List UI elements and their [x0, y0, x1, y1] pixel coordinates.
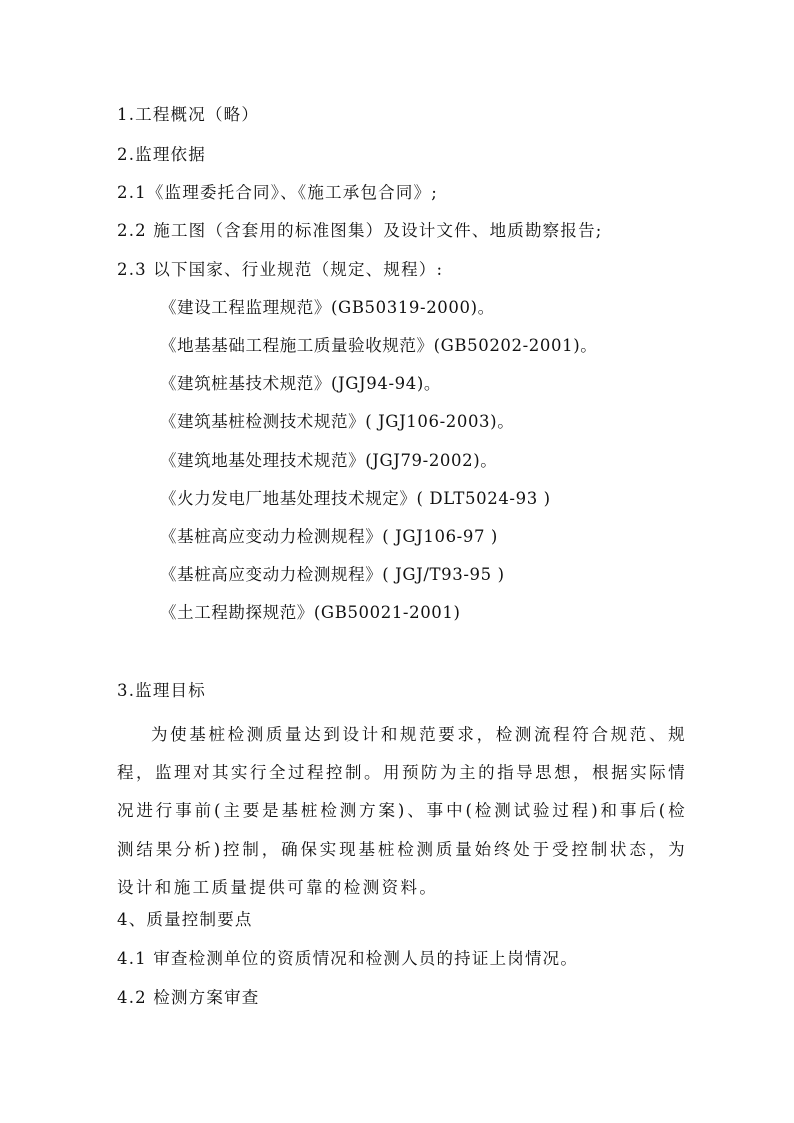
standard-item: 《土工程勘探规范》(GB50021-2001) [160, 603, 461, 622]
standard-item: 《建筑桩基技术规范》(JGJ94-94)。 [160, 374, 441, 393]
standard-item: 《地基基础工程施工质量验收规范》(GB50202-2001)。 [160, 336, 598, 355]
standard-item: 《建筑基桩检测技术规范》( JGJ106-2003)。 [160, 412, 515, 431]
section-1-title: 1.工程概况（略） [117, 105, 260, 124]
section-4-title: 4、质量控制要点 [117, 910, 253, 929]
section-2-2: 2.2 施工图（含套用的标准图集）及设计文件、地质勘察报告; [117, 221, 603, 240]
section-2-title: 2.监理依据 [117, 145, 206, 164]
standard-item: 《基桩高应变动力检测规程》( JGJ/T93-95 ) [160, 565, 505, 584]
section-3-body: 为使基桩检测质量达到设计和规范要求，检测流程符合规范、规程，监理对其实行全过程控制。用预防为主的指导思想，根据实际情况进行事前(主要是基桩检测方案)、事中(检测试验过程)和事后(检测结果分析)控制，确保实现基桩检测质量始终处于受控制状态，为设计和施工质量提供可靠的检测资料。 [117, 725, 687, 897]
standard-item: 《建设工程监理规范》(GB50319-2000)。 [160, 298, 495, 317]
section-2-1: 2.1《监理委托合同》、《施工承包合同》; [117, 183, 438, 202]
standard-item: 《火力发电厂地基处理技术规定》( DLT5024-93 ) [160, 489, 551, 508]
section-4-2: 4.2 检测方案审查 [117, 988, 260, 1007]
section-4-1: 4.1 审查检测单位的资质情况和检测人员的持证上岗情况。 [117, 949, 579, 968]
section-3-title: 3.监理目标 [117, 681, 206, 700]
section-2-3: 2.3 以下国家、行业规范（规定、规程）: [117, 260, 444, 279]
standard-item: 《建筑地基处理技术规范》(JGJ79-2002)。 [160, 451, 498, 470]
standard-item: 《基桩高应变动力检测规程》( JGJ106-97 ) [160, 527, 498, 546]
